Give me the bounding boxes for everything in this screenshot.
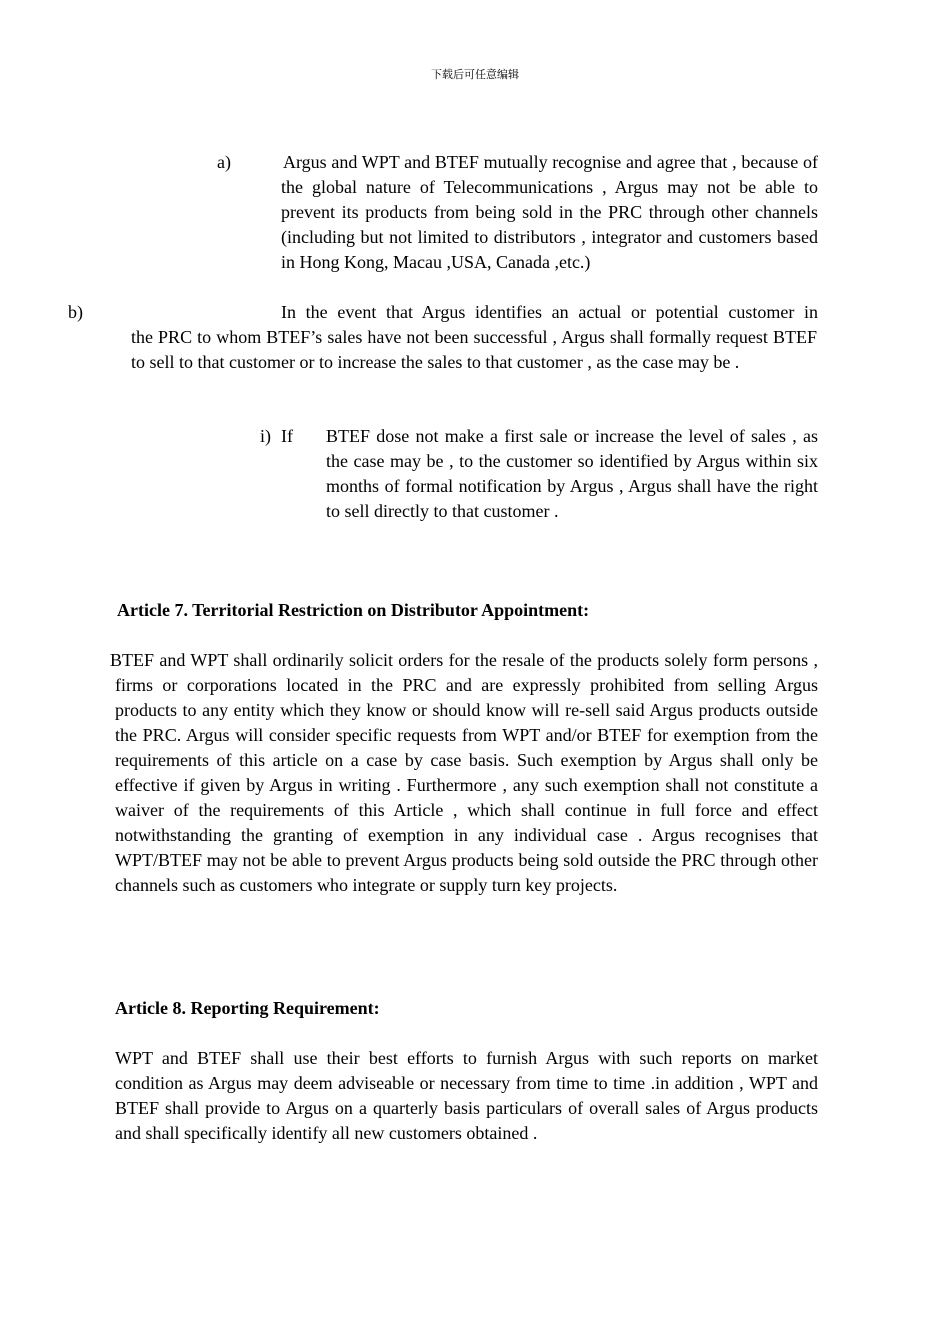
- page-header: 下载后可任意编辑: [431, 68, 519, 81]
- article-7-title: Article 7. Territorial Restriction on Distributor Appointment:: [117, 600, 590, 620]
- article-7-body: BTEF and WPT shall ordinarily solicit orders for the resale of the products solely form persons , firms or corporations located in the PRC and are expressly prohibited from selling Argus products to any entity which they know or should know will re-sell said Argus products outside the PRC. Argus will consider specific requests from WPT and/or BTEF for exemption from the requirements of this article on a case by case basis. Such exemption by Argus shall only be effective if given by Argus in writing . Furthermore , any such exemption shall not constitute a waiver of the requirements of this Article , which shall continue in full force and effect notwithstanding the granting of exemption in any individual case . Argus recognises that WPT/BTEF may not be able to prevent Argus products being sold outside the PRC through other channels such as customers who integrate or supply turn key projects.: [110, 650, 818, 895]
- clause-b-label: b): [68, 302, 83, 322]
- article-8-title: Article 8. Reporting Requirement:: [115, 998, 380, 1018]
- clause-a-label: a): [217, 152, 231, 172]
- clause-a-text: Argus and WPT and BTEF mutually recognise and agree that , because of the global nature of Telecommunications , Argus may not be able to prevent its products from being sold in the PRC through other channels (including but not limited to distributors , integrator and customers based in Hong Kong, Macau ,USA, Canada ,etc.): [281, 152, 818, 272]
- clause-b-text: the PRC to whom BTEF’s sales have not been successful , Argus shall formally request BTEF to sell to that customer or to increase the sales to that customer , as the case may be .: [131, 327, 817, 372]
- clause-b-i-label: i): [260, 426, 271, 446]
- clause-b-first-line: In the event that Argus identifies an actual or potential customer in: [281, 302, 818, 322]
- article-8-body: WPT and BTEF shall use their best efforts to furnish Argus with such reports on market condition as Argus may deem adviseable or necessary from time to time .in addition , WPT and BTEF shall provide to Argus on a quarterly basis particulars of overall sales of Argus products and shall specifically identify all new customers obtained .: [115, 1048, 818, 1143]
- clause-b-i-lead: If: [281, 426, 293, 446]
- clause-b-i-text: BTEF dose not make a first sale or increase the level of sales , as the case may be , to the customer so identified by Argus within six months of formal notification by Argus , Argus shall have the right to sell directly to that customer .: [326, 426, 818, 521]
